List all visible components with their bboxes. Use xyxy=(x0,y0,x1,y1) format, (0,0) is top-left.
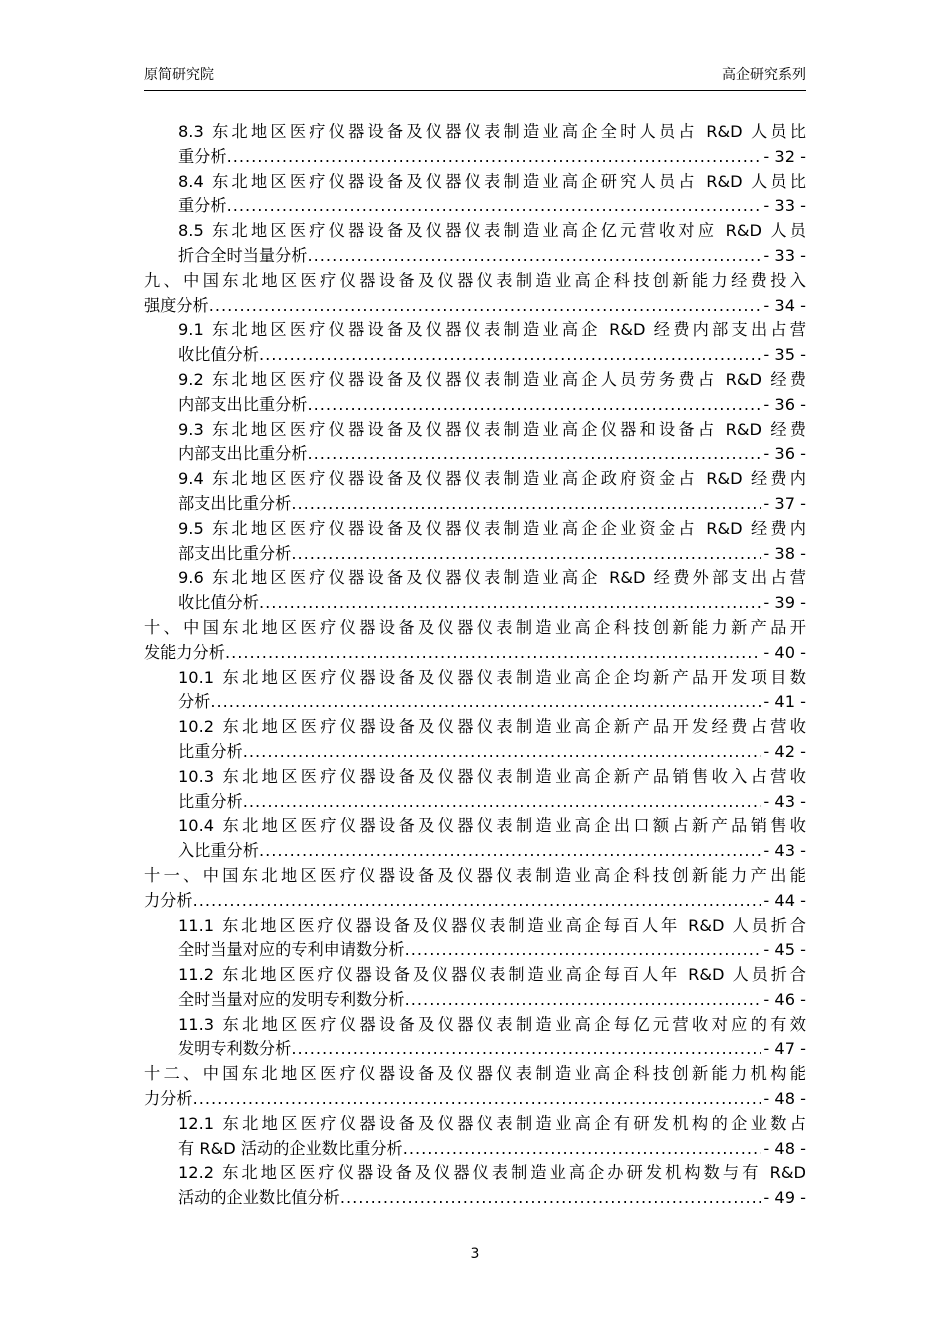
toc-subsection-entry[interactable] xyxy=(178,963,806,1013)
toc-subsection-entry[interactable] xyxy=(178,1013,806,1063)
toc-entry-continuation xyxy=(178,1037,806,1062)
dot-leader xyxy=(291,542,761,567)
toc-section-entry[interactable] xyxy=(144,1062,806,1112)
toc-page-number: - 33 - xyxy=(763,196,806,216)
header-right-text: 高企研究系列 xyxy=(722,67,806,83)
toc-entry-title-end: 比重分析 xyxy=(178,741,243,761)
toc-subsection-entry[interactable] xyxy=(178,418,806,468)
toc-subsection-entry[interactable] xyxy=(178,467,806,517)
toc-entry-title-end: 内部支出比重分析 xyxy=(178,444,308,464)
toc-entry-title: 11.1 东北地区医疗仪器设备及仪器仪表制造业高企每百人年 R&D 人员折合 xyxy=(178,915,806,935)
toc-entry-title-end: 入比重分析 xyxy=(178,841,259,861)
toc-entry-title-end: 发能力分析 xyxy=(144,642,225,662)
dot-leader xyxy=(403,1137,762,1162)
toc-entry-title-end: 全时当量对应的发明专利数分析 xyxy=(178,989,405,1009)
toc-entry-title: 12.1 东北地区医疗仪器设备及仪器仪表制造业高企有研发机构的企业数占 xyxy=(178,1113,806,1133)
toc-subsection-entry[interactable] xyxy=(178,566,806,616)
toc-entry-title-end: 收比值分析 xyxy=(178,345,259,365)
toc-subsection-entry[interactable] xyxy=(178,715,806,765)
toc-entry-title-end: 收比值分析 xyxy=(178,593,259,613)
toc-subsection-entry[interactable] xyxy=(178,914,806,964)
toc-subsection-entry[interactable] xyxy=(178,765,806,815)
toc-entry-title-end: 力分析 xyxy=(144,1089,193,1109)
dot-leader xyxy=(291,492,761,517)
toc-entry-title-end: 分析 xyxy=(178,692,211,712)
toc-entry-title-end: 比重分析 xyxy=(178,791,243,811)
toc-entry-continuation xyxy=(178,343,806,368)
toc-entry-title: 10.2 东北地区医疗仪器设备及仪器仪表制造业高企新产品开发经费占营收 xyxy=(178,717,806,737)
toc-entry-title: 10.1 东北地区医疗仪器设备及仪器仪表制造业高企企均新产品开发项目数 xyxy=(178,667,806,687)
toc-page-number: - 34 - xyxy=(763,295,806,315)
toc-entry-title: 8.3 东北地区医疗仪器设备及仪器仪表制造业高企全时人员占 R&D 人员比 xyxy=(178,122,806,141)
toc-entry-continuation xyxy=(178,393,806,418)
toc-entry-continuation xyxy=(178,790,806,815)
toc-page-number: - 42 - xyxy=(763,741,806,761)
toc-page-number: - 33 - xyxy=(763,245,806,265)
toc-entry-continuation xyxy=(178,194,806,219)
dot-leader xyxy=(308,244,762,269)
toc-entry-continuation xyxy=(178,442,806,467)
toc-page-number: - 44 - xyxy=(763,890,806,910)
toc-entry-title: 9.5 东北地区医疗仪器设备及仪器仪表制造业高企企业资金占 R&D 经费内 xyxy=(178,518,806,538)
table-of-contents xyxy=(144,120,806,1211)
toc-entry-title: 十二、中国东北地区医疗仪器设备及仪器仪表制造业高企科技创新能力机构能 xyxy=(144,1064,806,1084)
page-number: 3 xyxy=(470,1246,480,1262)
dot-leader xyxy=(340,1186,762,1211)
toc-entry-continuation xyxy=(178,244,806,269)
dot-leader xyxy=(243,740,762,765)
toc-page-number: - 47 - xyxy=(763,1039,806,1059)
toc-entry-title-end: 部支出比重分析 xyxy=(178,493,292,513)
dot-leader xyxy=(259,343,761,368)
toc-entry-title: 8.4 东北地区医疗仪器设备及仪器仪表制造业高企研究人员占 R&D 人员比 xyxy=(178,171,806,191)
toc-entry-title-end: 强度分析 xyxy=(144,295,209,315)
toc-entry-continuation xyxy=(178,145,806,170)
toc-entry-title-end: 全时当量对应的专利申请数分析 xyxy=(178,940,405,960)
dot-leader xyxy=(291,1037,761,1062)
dot-leader xyxy=(243,790,762,815)
toc-subsection-entry[interactable] xyxy=(178,1112,806,1162)
toc-page-number: - 46 - xyxy=(763,989,806,1009)
toc-entry-title: 10.3 东北地区医疗仪器设备及仪器仪表制造业高企新产品销售收入占营收 xyxy=(178,766,806,786)
toc-entry-title: 8.5 东北地区医疗仪器设备及仪器仪表制造业高企亿元营收对应 R&D 人员 xyxy=(178,221,806,241)
toc-section-entry[interactable] xyxy=(144,616,806,666)
toc-page-number: - 45 - xyxy=(763,940,806,960)
toc-page-number: - 40 - xyxy=(763,642,806,662)
toc-entry-continuation xyxy=(178,938,806,963)
toc-entry-continuation xyxy=(144,1087,806,1112)
toc-entry-title-end: 发明专利数分析 xyxy=(178,1039,292,1059)
toc-section-entry[interactable] xyxy=(144,864,806,914)
dot-leader xyxy=(210,690,761,715)
toc-entry-title-end: 重分析 xyxy=(178,196,227,216)
toc-entry-title-end: 活动的企业数比值分析 xyxy=(178,1188,340,1208)
toc-entry-title-end: 内部支出比重分析 xyxy=(178,394,308,414)
toc-entry-title-end: 力分析 xyxy=(144,890,193,910)
toc-subsection-entry[interactable] xyxy=(178,814,806,864)
dot-leader xyxy=(259,839,761,864)
toc-section-entry[interactable] xyxy=(144,269,806,319)
dot-leader xyxy=(209,294,762,319)
toc-page-number: - 48 - xyxy=(763,1089,806,1109)
toc-page-number: - 36 - xyxy=(763,444,806,464)
dot-leader xyxy=(308,442,762,467)
toc-entry-continuation xyxy=(144,294,806,319)
toc-entry-continuation xyxy=(178,988,806,1013)
toc-entry-title: 9.6 东北地区医疗仪器设备及仪器仪表制造业高企 R&D 经费外部支出占营 xyxy=(178,568,806,588)
page-header xyxy=(144,64,806,91)
toc-subsection-entry[interactable] xyxy=(178,517,806,567)
dot-leader xyxy=(405,988,762,1013)
toc-entry-continuation xyxy=(178,740,806,765)
toc-entry-title: 11.3 东北地区医疗仪器设备及仪器仪表制造业高企每亿元营收对应的有效 xyxy=(178,1014,806,1034)
toc-entry-title: 9.4 东北地区医疗仪器设备及仪器仪表制造业高企政府资金占 R&D 经费内 xyxy=(178,469,806,489)
dot-leader xyxy=(225,641,761,666)
toc-page-number: - 43 - xyxy=(763,841,806,861)
toc-subsection-entry[interactable] xyxy=(178,1161,806,1211)
toc-entry-title: 9.1 东北地区医疗仪器设备及仪器仪表制造业高企 R&D 经费内部支出占营 xyxy=(178,320,806,340)
toc-subsection-entry[interactable] xyxy=(178,120,806,170)
toc-entry-continuation xyxy=(178,492,806,517)
toc-entry-title: 10.4 东北地区医疗仪器设备及仪器仪表制造业高企出口额占新产品销售收 xyxy=(178,816,806,836)
toc-subsection-entry[interactable] xyxy=(178,318,806,368)
toc-subsection-entry[interactable] xyxy=(178,170,806,220)
dot-leader xyxy=(405,938,762,963)
toc-entry-title: 9.2 东北地区医疗仪器设备及仪器仪表制造业高企人员劳务费占 R&D 经费 xyxy=(178,369,806,389)
dot-leader xyxy=(308,393,762,418)
toc-entry-title: 9.3 东北地区医疗仪器设备及仪器仪表制造业高企仪器和设备占 R&D 经费 xyxy=(178,419,806,439)
toc-subsection-entry[interactable] xyxy=(178,368,806,418)
toc-entry-title: 12.2 东北地区医疗仪器设备及仪器仪表制造业高企办研发机构数与有 R&D xyxy=(178,1163,806,1183)
toc-entry-continuation xyxy=(178,690,806,715)
toc-page-number: - 35 - xyxy=(763,345,806,365)
toc-page-number: - 43 - xyxy=(763,791,806,811)
toc-page-number: - 32 - xyxy=(763,146,806,166)
toc-entry-continuation xyxy=(144,889,806,914)
dot-leader xyxy=(227,145,762,170)
toc-entry-title: 11.2 东北地区医疗仪器设备及仪器仪表制造业高企每百人年 R&D 人员折合 xyxy=(178,965,806,985)
toc-entry-title-end: 折合全时当量分析 xyxy=(178,245,308,265)
toc-entry-continuation xyxy=(178,542,806,567)
toc-page-number: - 48 - xyxy=(763,1138,806,1158)
dot-leader xyxy=(227,194,762,219)
toc-entry-continuation xyxy=(178,1137,806,1162)
toc-entry-title: 九、中国东北地区医疗仪器设备及仪器仪表制造业高企科技创新能力经费投入 xyxy=(144,270,806,290)
toc-entry-title-end: 部支出比重分析 xyxy=(178,543,292,563)
toc-page-number: - 39 - xyxy=(763,593,806,613)
toc-page-number: - 38 - xyxy=(763,543,806,563)
toc-entry-title: 十、中国东北地区医疗仪器设备及仪器仪表制造业高企科技创新能力新产品开 xyxy=(144,617,806,637)
toc-entry-continuation xyxy=(144,641,806,666)
toc-entry-continuation xyxy=(178,839,806,864)
toc-subsection-entry[interactable] xyxy=(178,219,806,269)
toc-entry-title-end: 重分析 xyxy=(178,146,227,166)
toc-entry-title-end: 有 R&D 活动的企业数比重分析 xyxy=(178,1138,403,1158)
toc-entry-continuation xyxy=(178,591,806,616)
toc-page-number: - 36 - xyxy=(763,394,806,414)
toc-page-number: - 37 - xyxy=(763,493,806,513)
toc-page-number: - 49 - xyxy=(763,1188,806,1208)
toc-page-number: - 41 - xyxy=(763,692,806,712)
toc-entry-title: 十一、中国东北地区医疗仪器设备及仪器仪表制造业高企科技创新能力产出能 xyxy=(144,865,806,885)
dot-leader xyxy=(259,591,761,616)
toc-subsection-entry[interactable] xyxy=(178,666,806,716)
header-left-text: 原简研究院 xyxy=(144,67,214,83)
toc-entry-continuation xyxy=(178,1186,806,1211)
dot-leader xyxy=(193,889,762,914)
dot-leader xyxy=(193,1087,762,1112)
